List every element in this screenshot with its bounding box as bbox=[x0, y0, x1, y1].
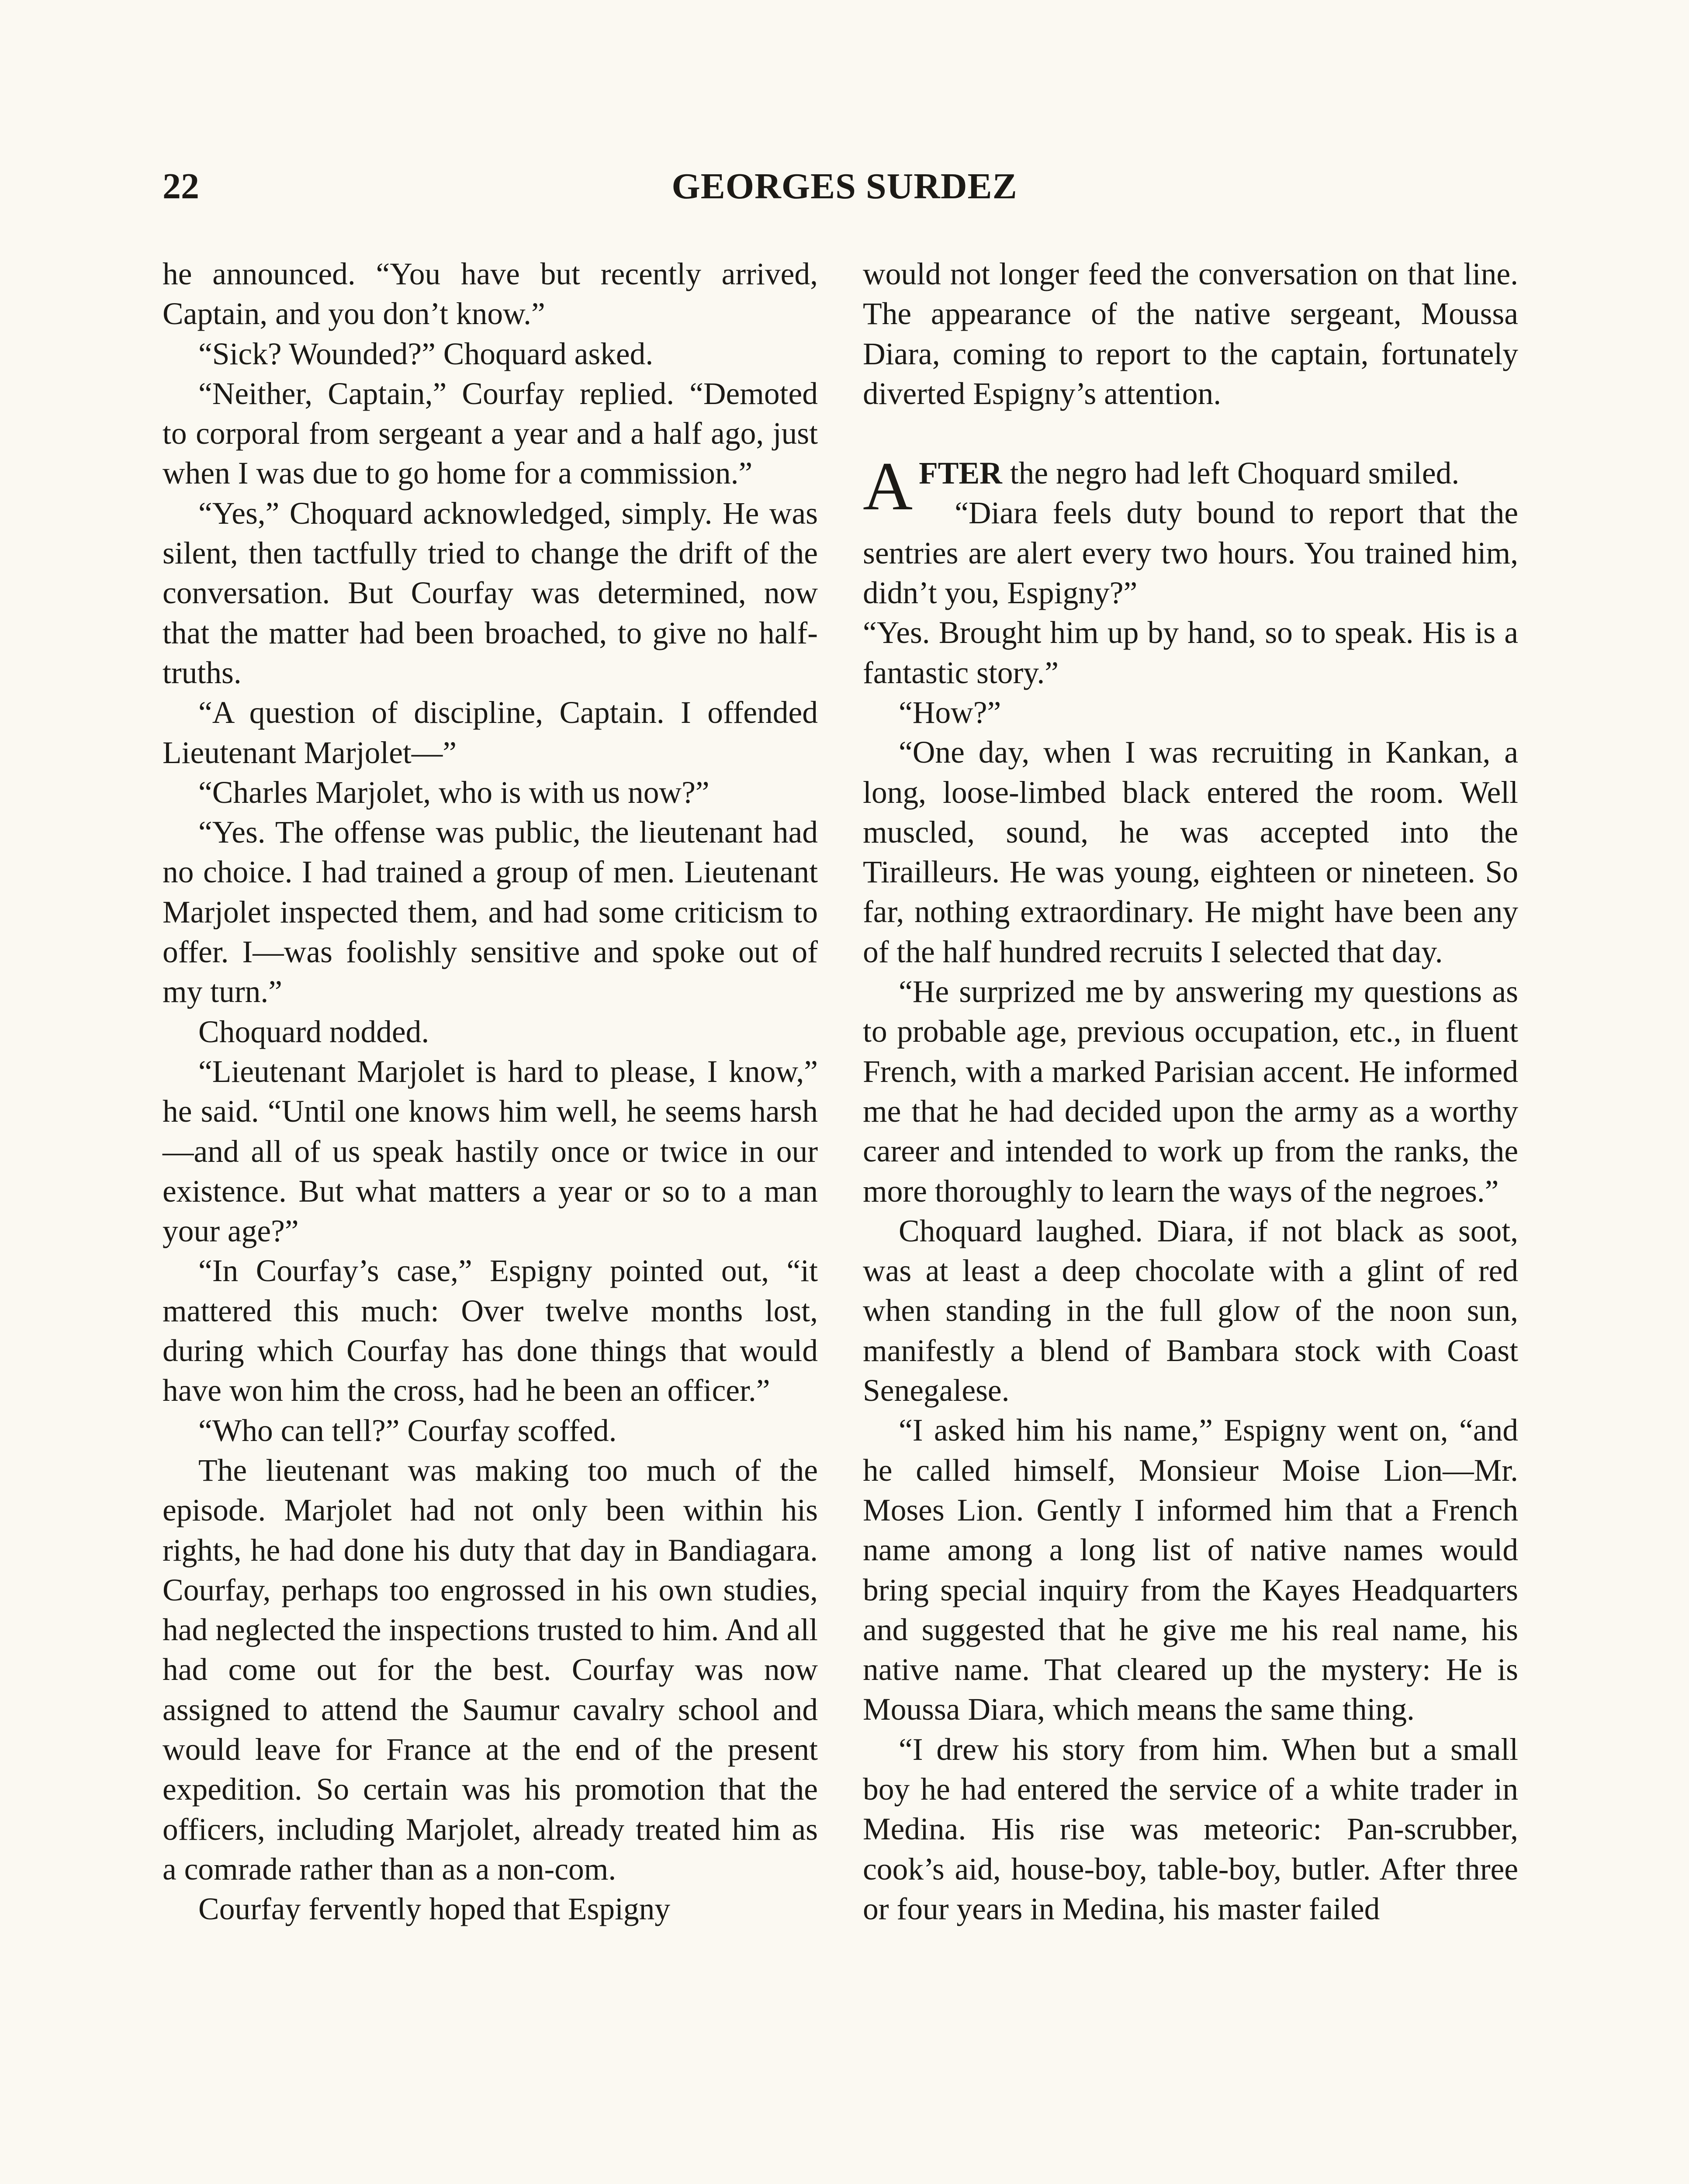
paragraph: “Diara feels duty bound to report that the sentries are alert every two hours. You trained him, didn’t you, Espigny?” bbox=[863, 496, 1518, 611]
paragraph: he announced. “You have but recently arrived, Captain, and you don’t know.” bbox=[163, 257, 818, 332]
paragraph: “I asked him his name,” Espigny went on, “and he called himself, Monsieur Moise Lion—Mr. Moses Lion. Gently I informed him that a French name among a long list of native names would bring special inquiry from the Kayes Headquarters and suggested that he give me his real name, his native name. That cleared up the mystery: He is Moussa Diara, which means the same thing. bbox=[863, 1413, 1518, 1727]
drop-cap: A bbox=[863, 448, 913, 525]
page-number: 22 bbox=[163, 166, 199, 207]
paragraph: “I drew his story from him. When but a small boy he had entered the service of a white trader in Medina. His rise was meteoric: Pan-scrubber, cook’s aid, house-boy, table-boy, butler. After three or four years in Medina, his master failed bbox=[863, 1732, 1518, 1926]
paragraph: “One day, when I was recruiting in Kankan, a long, loose-limbed black entered the room. Well muscled, sound, he was accepted into the Tirailleurs. He was young, eighteen or nineteen. So far, nothing extraordinary. He might have been any of the half hundred recruits I selected that day. bbox=[863, 735, 1518, 969]
paragraph: “Sick? Wounded?” Choquard asked. bbox=[198, 336, 654, 371]
opening-small-caps: FTER bbox=[919, 456, 1002, 491]
right-column bbox=[863, 254, 1518, 1929]
paragraph: would not longer feed the conversation on that line. The appearance of the native sergeant, Moussa Diara, coming to report to the captain, fortunately diverted Espigny’s attention. bbox=[863, 257, 1518, 411]
paragraph: “Yes. The offense was public, the lieutenant had no choice. I had trained a group of men. Lieutenant Marjolet inspected them, and had some criticism to offer. I—was foolishly sensitive and spoke out of my turn.” bbox=[163, 815, 818, 1009]
right-column-after-break bbox=[863, 493, 1518, 1929]
opening-rest: the negro had left Choquard smiled. bbox=[1002, 456, 1460, 491]
paragraph: “Who can tell?” Courfay scoffed. bbox=[198, 1413, 617, 1448]
paragraph: Courfay fervently hoped that Espigny bbox=[198, 1892, 671, 1927]
paragraph: The lieutenant was making too much of the episode. Marjolet had not only been within his rights, he had done his duty that day in Bandiagara. Courfay, perhaps too engrossed in his own studies, had neglected the inspections trusted to him. And all had come out for the best. Courfay was now assigned to attend the Saumur cavalry school and would leave for France at the end of the present expedition. So certain was his promotion that the officers, including Marjolet, already treated him as a comrade rather than as a non-com. bbox=[163, 1453, 818, 1887]
paragraph: “Yes. Brought him up by hand, so to speak. His is a fantastic story.” bbox=[863, 615, 1518, 690]
paragraph: “Lieutenant Marjolet is hard to please, I know,” he said. “Until one knows him well, he seems harsh—and all of us speak hastily once or twice in our existence. But what matters a year or so to a man your age?” bbox=[163, 1054, 818, 1249]
paragraph: Choquard laughed. Diara, if not black as soot, was at least a deep chocolate with a glint of red when standing in the full glow of the noon sun, manifestly a blend of Bambara stock with Coast Senegalese. bbox=[863, 1213, 1518, 1408]
paragraph: “A question of discipline, Captain. I offended Lieutenant Marjolet—” bbox=[163, 695, 818, 770]
paragraph: “Charles Marjolet, who is with us now?” bbox=[198, 775, 710, 810]
left-column bbox=[163, 254, 818, 1929]
paragraph: “Neither, Captain,” Courfay replied. “Demoted to corporal from sergeant a year and a half ago, just when I was due to go home for a commission.” bbox=[163, 376, 818, 491]
page-header bbox=[0, 162, 1689, 211]
paragraph: “He surprized me by answering my questions as to probable age, previous occupation, etc., in fluent French, with a marked Parisian accent. He informed me that he had decided upon the army as a worthy career and intended to work up from the ranks, the more thoroughly to learn the ways of the negroes.” bbox=[863, 975, 1518, 1209]
section-opening-paragraph bbox=[863, 448, 1518, 525]
paragraph: “Yes,” Choquard acknowledged, simply. He was silent, then tactfully tried to change the drift of the conversation. But Courfay was determined, now that the matter had been broached, to give no half-truths. bbox=[163, 496, 818, 690]
running-head: GEORGES SURDEZ bbox=[671, 166, 1018, 207]
paragraph: “How?” bbox=[899, 695, 1001, 730]
right-column-before-break bbox=[863, 254, 1518, 414]
paragraph: Choquard nodded. bbox=[198, 1014, 429, 1049]
paragraph: “In Courfay’s case,” Espigny pointed out, “it mattered this much: Over twelve months lost, during which Courfay has done things that would have won him the cross, had he been an officer.” bbox=[163, 1254, 818, 1408]
